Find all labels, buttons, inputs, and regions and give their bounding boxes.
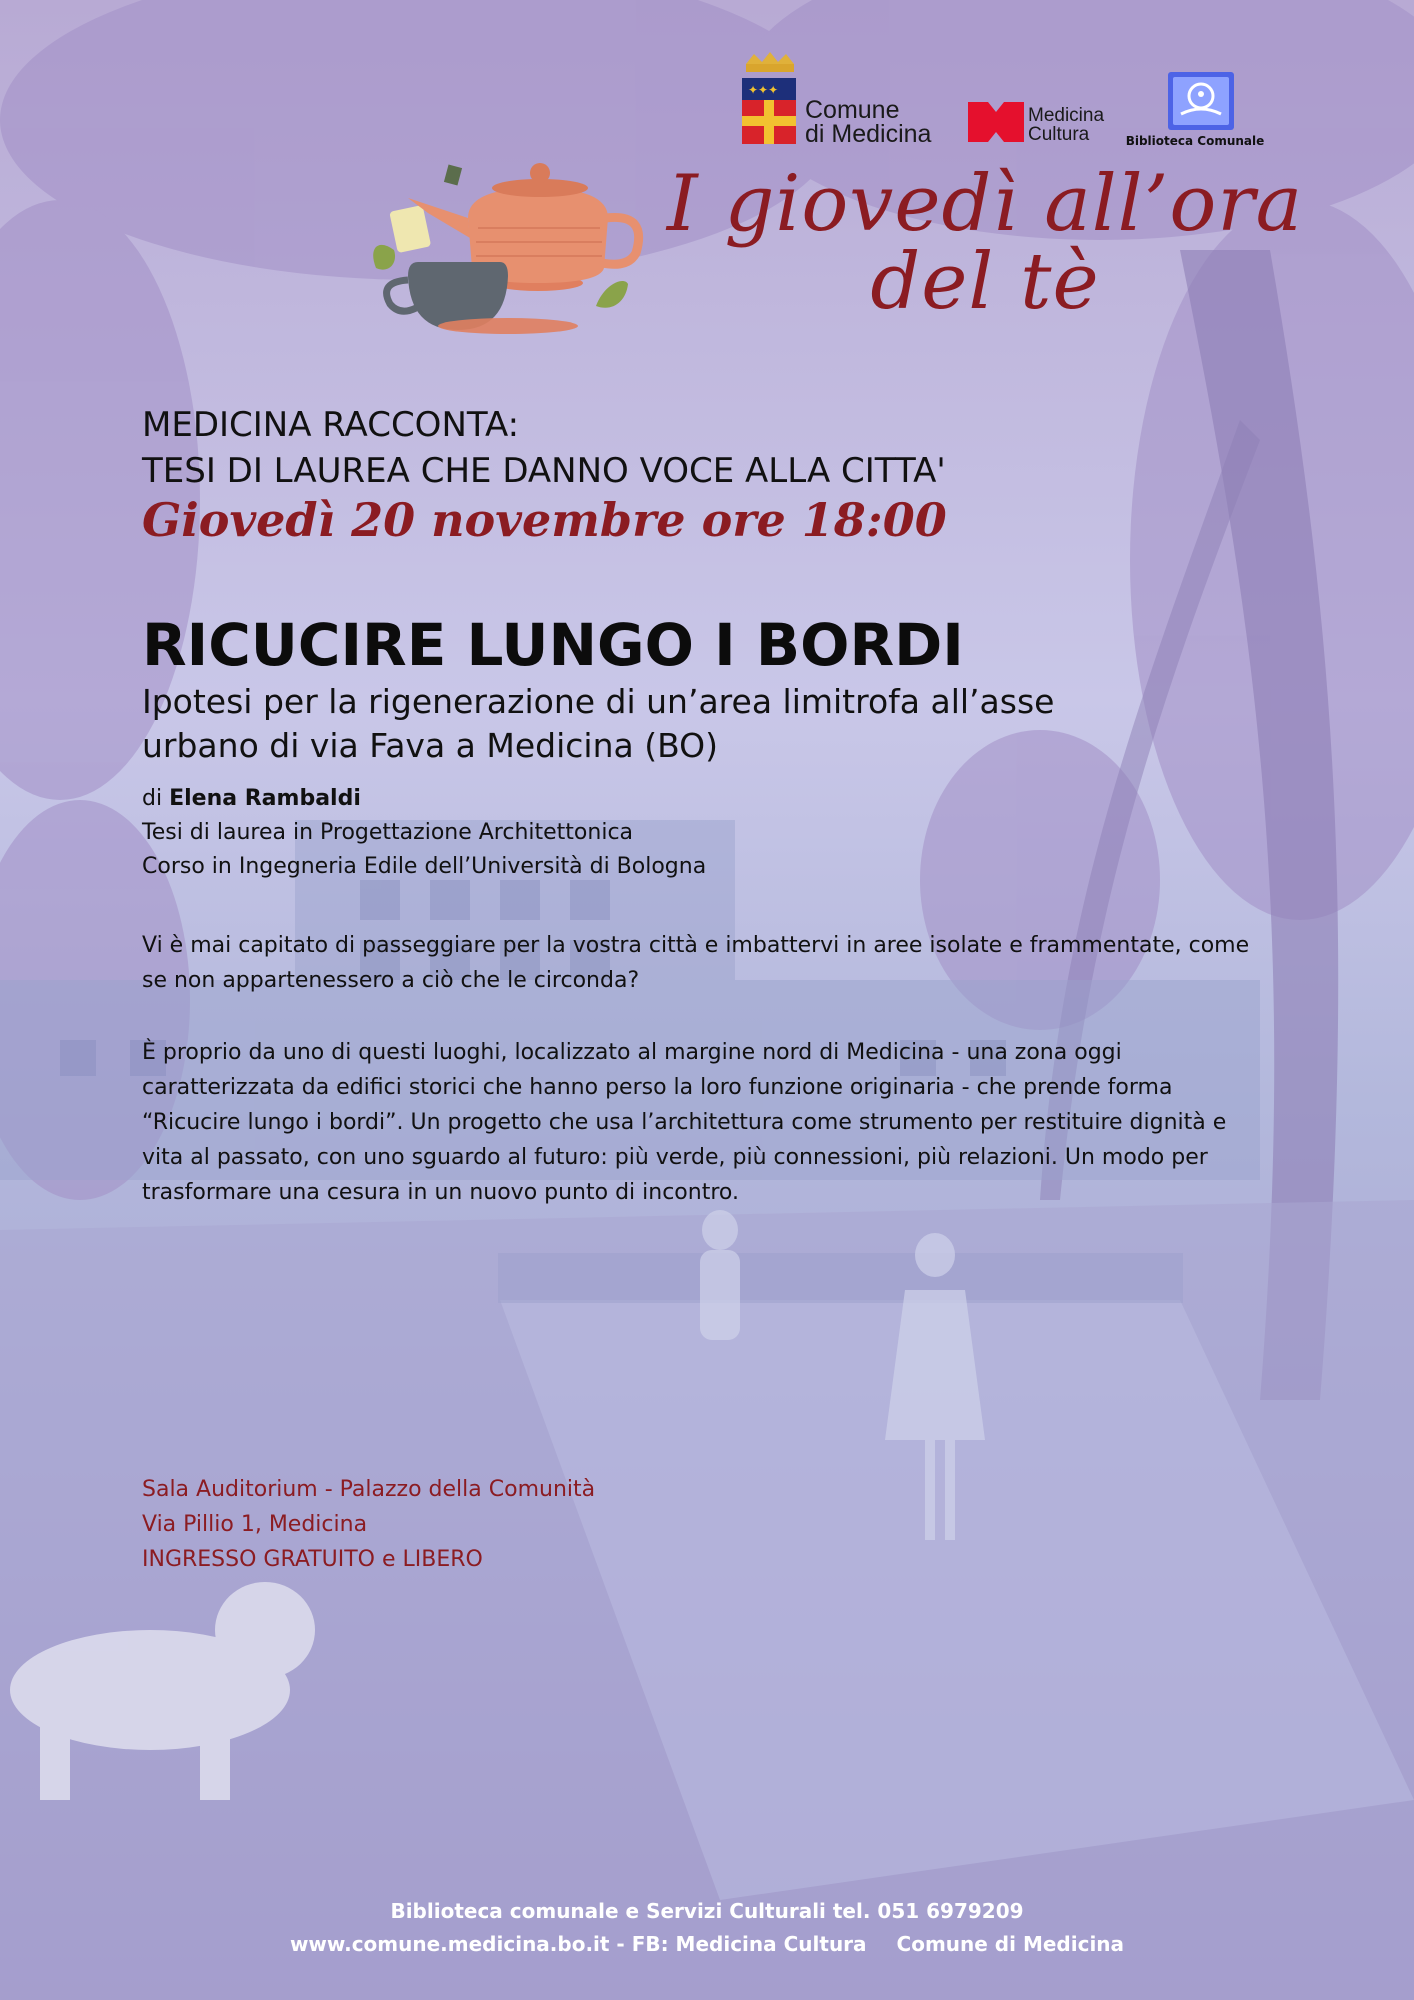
cultura-text-line2: Cultura <box>1028 124 1090 145</box>
coat-of-arms-icon <box>740 50 800 150</box>
intro-paragraph <box>142 928 1302 998</box>
comune-text-line1: Comune <box>805 96 900 124</box>
subtitle-line2: urbano di via Fava a Medicina (BO) <box>142 726 719 765</box>
sponsor-logos <box>740 50 1380 160</box>
medicina-cultura-logo <box>968 98 1128 158</box>
paragraph2-line4: vita al passato, con uno sguardo al futuro: più verde, più connessioni, più relazioni. Un modo per <box>142 1145 1208 1170</box>
paragraph1-line2: se non appartenessero a ciò che le circonda? <box>142 968 640 993</box>
author-name: Elena Rambaldi <box>169 786 361 811</box>
venue-line1: Sala Auditorium - Palazzo della Comunità <box>142 1477 596 1502</box>
paragraph2-line3: “Ricucire lungo i bordi”. Un progetto che usa l’architettura come strumento per restituire dignità e <box>142 1110 1227 1135</box>
footer-website[interactable]: www.comune.medicina.bo.it - FB: Medicina Cultura <box>289 1932 867 1956</box>
event-subtitle <box>142 680 1242 768</box>
series-title <box>660 159 1310 327</box>
event-title: RICUCIRE LUNGO I BORDI <box>142 611 964 679</box>
svg-text:✦✦✦: ✦✦✦ <box>748 83 779 97</box>
kicker-line2: TESI DI LAUREA CHE DANNO VOCE ALLA CITTA' <box>142 451 946 491</box>
cultura-text-line1: Medicina <box>1028 105 1105 126</box>
venue-line2: Via Pillio 1, Medicina <box>142 1512 368 1537</box>
teapot-illustration <box>368 158 648 343</box>
footer-comune: Comune di Medicina <box>896 1932 1125 1956</box>
event-kicker <box>142 402 946 494</box>
comune-di-medicina-logo <box>740 50 950 150</box>
comune-text-line2: di Medicina <box>805 120 932 148</box>
paragraph2-line2: caratterizzata da edifici storici che hanno perso la loro funzione originaria - che prende forma <box>142 1075 1173 1100</box>
venue-line3: INGRESSO GRATUITO e LIBERO <box>142 1547 483 1572</box>
cultura-mark-icon <box>968 98 1024 146</box>
biblioteca-text: Biblioteca Comunale <box>1125 134 1265 148</box>
series-title-line1: I giovedì all’ora <box>666 159 1304 249</box>
author-block <box>142 782 706 884</box>
subtitle-line1: Ipotesi per la rigenerazione di un’area limitrofa all’asse <box>142 682 1055 721</box>
author-prefix: di <box>142 786 163 811</box>
event-date: Giovedì 20 novembre ore 18:00 <box>142 493 947 547</box>
thesis-line: Tesi di laurea in Progettazione Architettonica <box>142 820 634 845</box>
biblioteca-comunale-logo <box>1125 70 1275 170</box>
paragraph1-line1: Vi è mai capitato di passeggiare per la vostra città e imbattervi in aree isolate e frammentate, come <box>142 933 1250 958</box>
footer-line1: Biblioteca comunale e Servizi Culturali tel. 051 6979209 <box>390 1899 1024 1923</box>
footer-line2 <box>0 1928 1414 1961</box>
paragraph2-line5: trasformare una cesura in un nuovo punto di incontro. <box>142 1180 739 1205</box>
description-paragraph <box>142 1035 1302 1210</box>
series-title-line2: del tè <box>870 237 1100 327</box>
course-line: Corso in Ingegneria Edile dell’Università di Bologna <box>142 854 707 879</box>
venue-info <box>142 1472 595 1577</box>
library-book-icon <box>1125 70 1265 134</box>
paragraph2-line1: È proprio da uno di questi luoghi, localizzato al margine nord di Medicina - una zona oggi <box>142 1040 1122 1065</box>
footer-contacts <box>0 1895 1414 1961</box>
kicker-line1: MEDICINA RACCONTA: <box>142 405 520 445</box>
author-line <box>142 782 706 816</box>
